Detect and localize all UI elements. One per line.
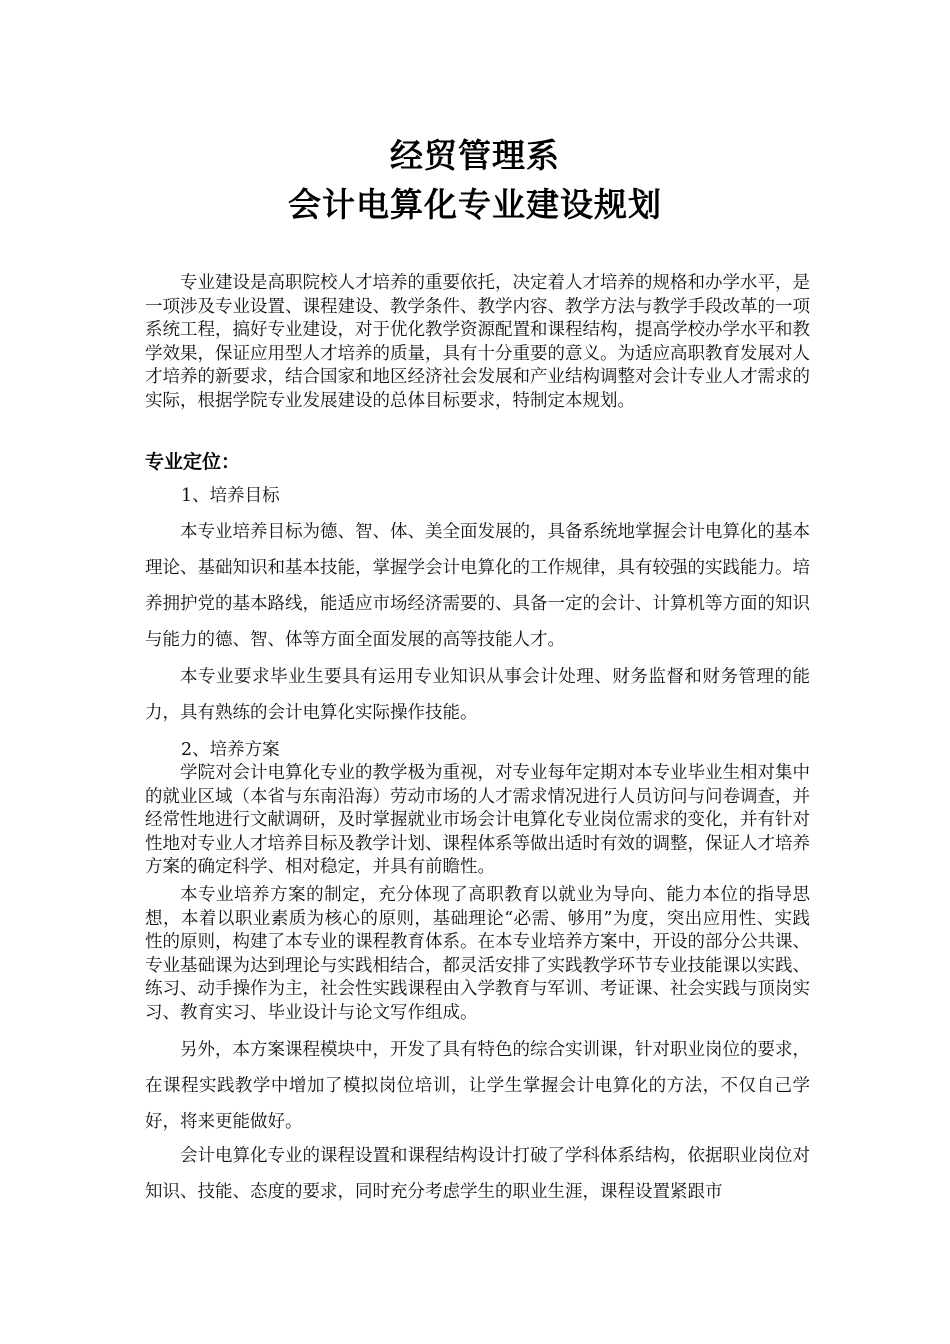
- goals-paragraph: 本专业培养目标为德、智、体、美全面发展的，具备系统地掌握会计电算化的基本理论、基础知识和基本技能，掌握学会计电算化的工作规律，具有较强的实践能力。培养拥护党的基本路线，能适应市场经济需要的、具备一定的会计、计算机等方面的知识与能力的德、智、体等方面全面发展的高等技能人才。: [145, 522, 810, 650]
- intro-paragraph: 专业建设是高职院校人才培养的重要依托，决定着人才培养的规格和办学水平，是一项涉及专业设置、课程建设、教学条件、教学内容、教学方法与教学手段改革的一项系统工程，搞好专业建设，对于优化教学资源配置和课程结构，提高学校办学水平和教学效果，保证应用型人才培养的质量，具有十分重要的意义。为适应高职教育发展对人才培养的新要求，结合国家和地区经济社会发展和产业结构调整对会计专业人才需求的实际，根据学院专业发展建设的总体目标要求，特制定本规划。: [145, 273, 810, 411]
- goals-requirement-paragraph: 本专业要求毕业生要具有运用专业知识从事会计处理、财务监督和财务管理的能力，具有熟练的会计电算化实际操作技能。: [145, 667, 810, 723]
- plan-paragraph-1: 学院对会计电算化专业的教学极为重视，对专业每年定期对本专业毕业生相对集中的就业区域（本省与东南沿海）劳动市场的人才需求情况进行人员访问与问卷调查，并经常性地进行文献调研，及时掌握就业市场会计电算化专业岗位需求的变化，并有针对性地对专业人才培养目标及教学计划、课程体系等做出适时有效的调整，保证人才培养方案的确定科学、相对稳定，并具有前瞻性。: [145, 763, 810, 877]
- plan-paragraph-4: 会计电算化专业的课程设置和课程结构设计打破了学科体系结构，依据职业岗位对知识、技能、态度的要求，同时充分考虑学生的职业生涯，课程设置紧跟市: [145, 1146, 810, 1202]
- document-subtitle: 会计电算化专业建设规划: [288, 185, 662, 224]
- plan-paragraph-2: 本专业培养方案的制定，充分体现了高职教育以就业为导向、能力本位的指导思想，本着以职业素质为核心的原则，基础理论“必需、够用”为度，突出应用性、实践性的原则，构建了本专业的课程教育体系。在本专业培养方案中，开设的部分公共课、专业基础课为达到理论与实践相结合，都灵活安排了实践教学环节专业技能课以实践、练习、动手操作为主，社会性实践课程由入学教育与军训、考证课、社会实践与顶岗实习、教育实习、毕业设计与论文写作组成。: [145, 885, 810, 1023]
- subsection-title-plan: 2、培养方案: [181, 740, 280, 760]
- section-heading: 专业定位：: [145, 451, 241, 473]
- plan-paragraph-3: 另外，本方案课程模块中，开发了具有特色的综合实训课，针对职业岗位的要求，在课程实践教学中增加了模拟岗位培训，让学生掌握会计电算化的方法，不仅自己学好，将来更能做好。: [145, 1040, 810, 1132]
- subsection-title-goals: 1、培养目标: [181, 486, 280, 506]
- document-title: 经贸管理系: [390, 136, 560, 175]
